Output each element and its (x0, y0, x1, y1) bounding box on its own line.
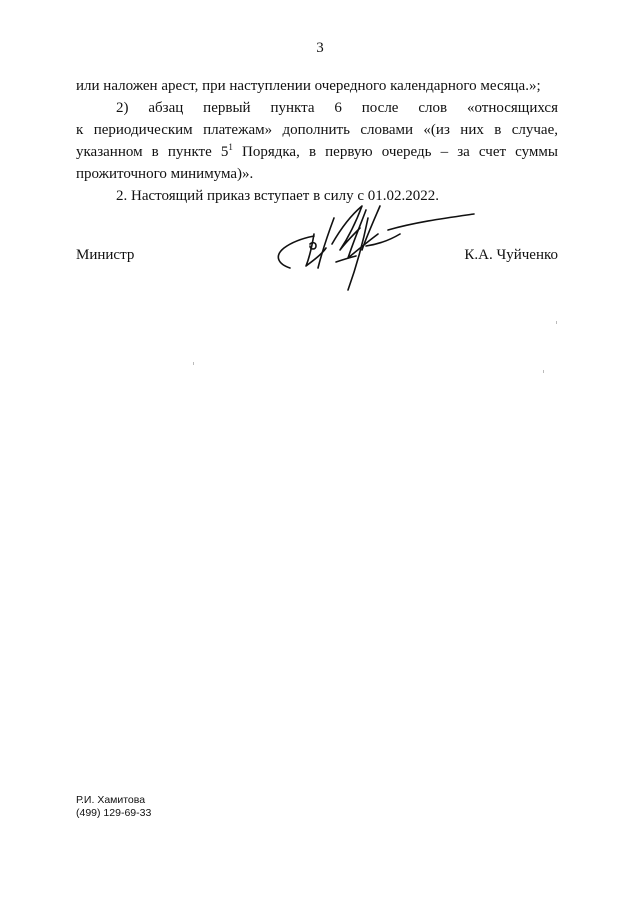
scan-speck (556, 321, 557, 324)
page-number: 3 (316, 40, 324, 56)
superscript-index: 1 (228, 142, 233, 152)
signatory-title: Министр (76, 247, 135, 263)
paragraph-line: 2) абзац первый пункта 6 после слов «относящихся (116, 100, 558, 116)
paragraph-line (76, 141, 558, 163)
executor-info (76, 794, 151, 820)
scan-speck (193, 362, 194, 365)
paragraph-line: прожиточного минимума)». (76, 166, 254, 182)
paragraph-line: к периодическим платежам» дополнить словами «(из них в случае, (76, 122, 558, 138)
executor-name: Р.И. Хамитова (76, 794, 146, 806)
document-body (76, 75, 558, 207)
scan-speck (543, 370, 544, 373)
paragraph-line: или наложен арест, при наступлении очередного календарного месяца.»; (76, 78, 541, 94)
paragraph-text: указанном в пункте 5 (76, 144, 229, 160)
executor-phone: (499) 129-69-33 (76, 807, 152, 819)
handwritten-signature (270, 198, 480, 298)
paragraph-line: 2. Настоящий приказ вступает в силу с 01.02.2022. (116, 188, 439, 204)
paragraph-text: Порядка, в первую очередь – за счет суммы (232, 144, 558, 160)
signatory-name: К.А. Чуйченко (464, 247, 558, 263)
